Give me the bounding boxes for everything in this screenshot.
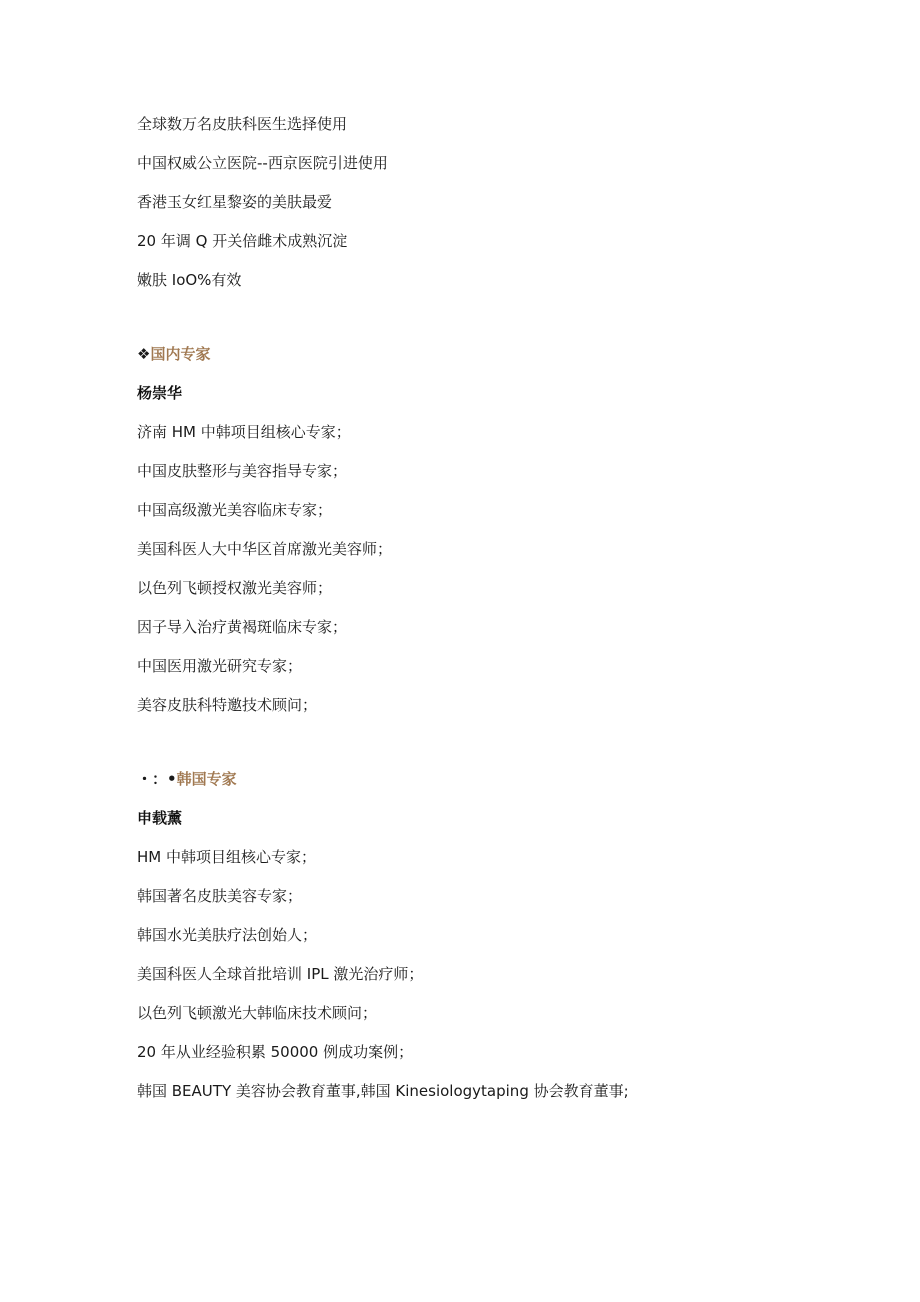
section-title: 韩国专家 [176, 770, 237, 788]
dot-bullet-icon: ・：• [137, 770, 177, 788]
expert-name: 杨崇华 [137, 384, 183, 402]
domestic-expert-heading [137, 343, 857, 365]
korean-expert-heading [137, 768, 857, 790]
document-page [137, 113, 857, 1119]
expert-credential: 美国科医人全球首批培训 IPL 激光治疗师； [137, 965, 424, 983]
expert-credential: 美国科医人大中华区首席激光美容师； [137, 540, 393, 558]
korean-expert-section [137, 768, 857, 1102]
intro-line: 香港玉女红星黎姿的美肤最爱 [137, 193, 333, 211]
expert-credential: 因子导入治疗黄褐斑临床专家； [137, 618, 348, 636]
expert-credential: HM 中韩项目组核心专家； [137, 848, 316, 866]
expert-credential: 韩国水光美肤疗法创始人； [137, 926, 318, 944]
spacer [137, 733, 857, 768]
intro-section [137, 113, 857, 291]
expert-name: 申载薰 [137, 809, 183, 827]
spacer [137, 308, 857, 343]
expert-credential: 中国皮肤整形与美容指导专家； [137, 462, 348, 480]
intro-line: 20 年调 Q 开关倍雌术成熟沉淀 [137, 232, 348, 250]
expert-credential: 以色列飞顿激光大韩临床技术顾问； [137, 1004, 378, 1022]
intro-line: 中国权威公立医院--西京医院引进使用 [137, 154, 388, 172]
expert-credential: 韩国 BEAUTY 美容协会教育董事,韩国 Kinesiologytaping 协会教育董事; [137, 1082, 629, 1100]
section-title: 国内专家 [150, 345, 211, 363]
domestic-expert-section [137, 343, 857, 716]
diamond-bullet-icon: ❖ [137, 345, 151, 363]
expert-credential: 中国医用激光研究专家； [137, 657, 303, 675]
expert-credential: 济南 HM 中韩项目组核心专家； [137, 423, 351, 441]
expert-credential: 中国高级激光美容临床专家； [137, 501, 333, 519]
expert-credential: 美容皮肤科特邀技术顾问； [137, 696, 318, 714]
expert-credential: 以色列飞顿授权激光美容师； [137, 579, 333, 597]
expert-credential: 韩国著名皮肤美容专家； [137, 887, 303, 905]
expert-credential: 20 年从业经验积累 50000 例成功案例； [137, 1043, 414, 1061]
intro-line: 嫩肤 IoO%有效 [137, 271, 242, 289]
intro-line: 全球数万名皮肤科医生选择使用 [137, 115, 348, 133]
